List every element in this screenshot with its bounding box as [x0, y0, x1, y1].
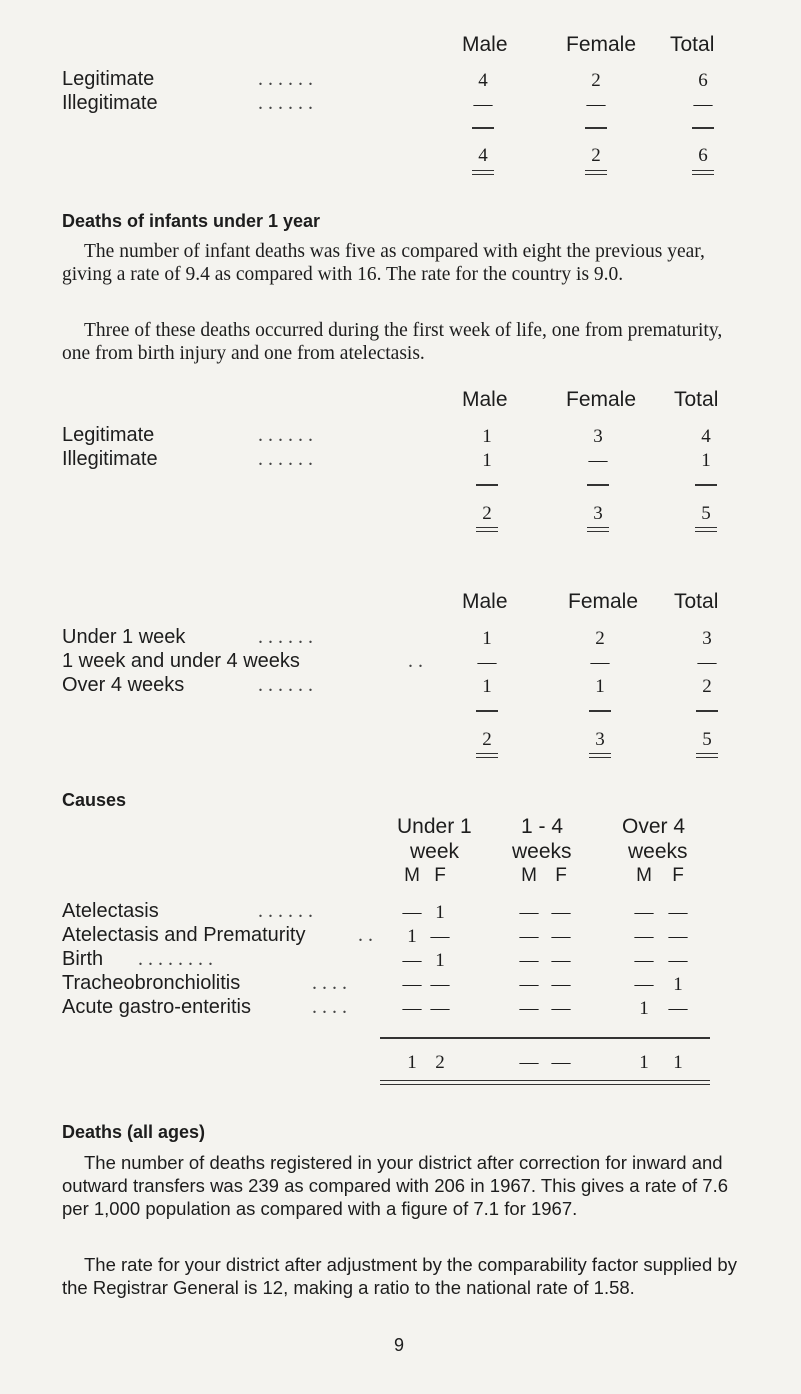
sub-header-m: M [404, 865, 420, 886]
cell-value: — [551, 950, 571, 971]
total-value: 5 [701, 503, 711, 524]
section-heading-causes: Causes [62, 790, 127, 810]
sum-rule [476, 484, 498, 486]
cell-value: 1 [673, 974, 683, 995]
cell-value: 1 [482, 676, 492, 697]
leader-dots: . . . . . . [258, 424, 313, 446]
sub-header-f: F [672, 865, 684, 886]
cell-value: — [634, 950, 654, 971]
row-label: Legitimate [62, 424, 155, 446]
row-label: 1 week and under 4 weeks [62, 650, 300, 672]
cell-value: 3 [593, 426, 603, 447]
cell-value: 2 [702, 676, 712, 697]
sum-rule [476, 710, 498, 712]
leader-dots: . . . . . . [258, 68, 313, 90]
cell-value: — [402, 950, 422, 971]
cell-value: — [668, 902, 688, 923]
row-label: Acute gastro-enteritis [62, 996, 251, 1018]
cell-value: — [586, 94, 606, 115]
group-header: 1 - 4 [521, 815, 564, 838]
cell-value: — [668, 998, 688, 1019]
cell-value: — [402, 998, 422, 1019]
total-double-rule [695, 527, 717, 532]
cell-value: 4 [478, 70, 488, 91]
leader-dots: . . . . . . [258, 626, 313, 648]
sum-rule [696, 710, 718, 712]
paragraph: The number of infant deaths was five as compared with eight the previous year, giving a rate of 9.4 as compared with 16. The rate for the country is 9.0. [62, 241, 705, 285]
sub-header-m: M [636, 865, 652, 886]
total-value: 1 [639, 1052, 649, 1073]
sub-header-f: F [434, 865, 446, 886]
total-value: 3 [593, 503, 603, 524]
cell-value: — [634, 926, 654, 947]
total-value: 4 [478, 145, 488, 166]
cell-value: — [551, 998, 571, 1019]
cell-value: — [519, 998, 539, 1019]
total-double-rule [585, 170, 607, 175]
cell-value: 4 [701, 426, 711, 447]
cell-value: — [551, 926, 571, 947]
cell-value: 1 [482, 628, 492, 649]
total-double-rule [692, 170, 714, 175]
cell-value: — [402, 974, 422, 995]
row-label: Atelectasis [62, 900, 159, 922]
row-label: Legitimate [62, 68, 155, 90]
cell-value: — [590, 652, 610, 673]
row-label: Tracheobronchiolitis [62, 972, 241, 994]
col-header-male: Male [462, 33, 508, 56]
total-value: 2 [482, 503, 492, 524]
total-value: — [551, 1052, 571, 1073]
cell-value: 1 [435, 902, 445, 923]
page-number: 9 [394, 1335, 405, 1355]
leader-dots: . . [408, 650, 423, 672]
sub-header-f: F [555, 865, 567, 886]
total-double-rule [476, 753, 498, 758]
row-label: Birth [62, 948, 104, 970]
cell-value: 6 [698, 70, 708, 91]
paragraph: The number of deaths registered in your district after correction for inward and outward transfers was 239 as compared with 206 in 1967. This gives a rate of 7.6 per 1,000 population as compared with a figure of 7.1 for 1967. [62, 1152, 729, 1219]
cell-value: 1 [639, 998, 649, 1019]
group-header: Under 1 [397, 815, 472, 838]
total-double-rule [587, 527, 609, 532]
col-header-female: Female [568, 590, 639, 613]
cell-value: — [519, 974, 539, 995]
leader-dots: . . . . [312, 996, 347, 1018]
row-label: Atelectasis and Prematurity [62, 924, 306, 946]
sum-rule [472, 127, 494, 129]
paragraph: The rate for your district after adjustment by the comparability factor supplied by the Registrar General is 12, making a ratio to the national rate of 1.58. [62, 1254, 737, 1298]
sub-header-m: M [521, 865, 537, 886]
row-label: Illegitimate [62, 92, 158, 114]
total-double-rule [472, 170, 494, 175]
cell-value: — [430, 926, 450, 947]
total-value: 2 [591, 145, 601, 166]
cell-value: — [519, 926, 539, 947]
cell-value: 1 [407, 926, 417, 947]
leader-dots: . . . . . . [258, 448, 313, 470]
cell-value: — [430, 974, 450, 995]
group-header: weeks [512, 840, 572, 863]
col-header-total: Total [670, 33, 715, 56]
row-label: Under 1 week [62, 626, 186, 648]
sum-rule [589, 710, 611, 712]
leader-dots: . . . . . . [258, 900, 313, 922]
cell-value: — [551, 902, 571, 923]
total-value: — [519, 1052, 539, 1073]
total-double-rule [696, 753, 718, 758]
leader-dots: . . . . [312, 972, 347, 994]
cell-value: — [402, 902, 422, 923]
cell-value: 3 [702, 628, 712, 649]
total-value: 2 [435, 1052, 445, 1073]
cell-value: 2 [595, 628, 605, 649]
total-value: 1 [673, 1052, 683, 1073]
sum-rule [587, 484, 609, 486]
col-header-total: Total [674, 388, 719, 411]
group-header: Over 4 [622, 815, 686, 838]
total-value: 6 [698, 145, 708, 166]
total-double-rule [589, 753, 611, 758]
section-heading-all-ages: Deaths (all ages) [62, 1122, 206, 1142]
cell-value: 2 [591, 70, 601, 91]
col-header-female: Female [566, 388, 637, 411]
leader-dots: . . . . . . [258, 92, 313, 114]
cell-value: — [477, 652, 497, 673]
row-label: Over 4 weeks [62, 674, 185, 696]
cell-value: 1 [701, 450, 711, 471]
cell-value: 1 [482, 450, 492, 471]
cell-value: — [634, 974, 654, 995]
cell-value: — [693, 94, 713, 115]
sum-rule [585, 127, 607, 129]
cell-value: 1 [595, 676, 605, 697]
total-double-rule [476, 527, 498, 532]
sum-rule [695, 484, 717, 486]
cell-value: — [473, 94, 493, 115]
col-header-male: Male [462, 388, 508, 411]
col-header-female: Female [566, 33, 637, 56]
total-value: 1 [407, 1052, 417, 1073]
cell-value: — [634, 902, 654, 923]
total-value: 3 [595, 729, 605, 750]
col-header-male: Male [462, 590, 508, 613]
cell-value: — [668, 926, 688, 947]
group-header: week [410, 840, 460, 863]
cell-value: — [519, 950, 539, 971]
cell-value: — [668, 950, 688, 971]
total-value: 5 [702, 729, 712, 750]
section-heading-infant-deaths: Deaths of infants under 1 year [62, 211, 321, 231]
row-label: Illegitimate [62, 448, 158, 470]
cell-value: — [697, 652, 717, 673]
cell-value: — [588, 450, 608, 471]
col-header-total: Total [674, 590, 719, 613]
total-value: 2 [482, 729, 492, 750]
sum-rule [692, 127, 714, 129]
table-rule [380, 1037, 710, 1039]
leader-dots: . . . . . . [258, 674, 313, 696]
cell-value: — [519, 902, 539, 923]
cell-value: 1 [482, 426, 492, 447]
leader-dots: . . [358, 924, 373, 946]
group-header: weeks [628, 840, 688, 863]
cell-value: — [551, 974, 571, 995]
cell-value: — [430, 998, 450, 1019]
total-double-rule [380, 1080, 710, 1085]
cell-value: 1 [435, 950, 445, 971]
paragraph: Three of these deaths occurred during the first week of life, one from prematurity, one from birth injury and one from atelectasis. [62, 320, 723, 364]
leader-dots: . . . . . . . . [138, 948, 213, 970]
